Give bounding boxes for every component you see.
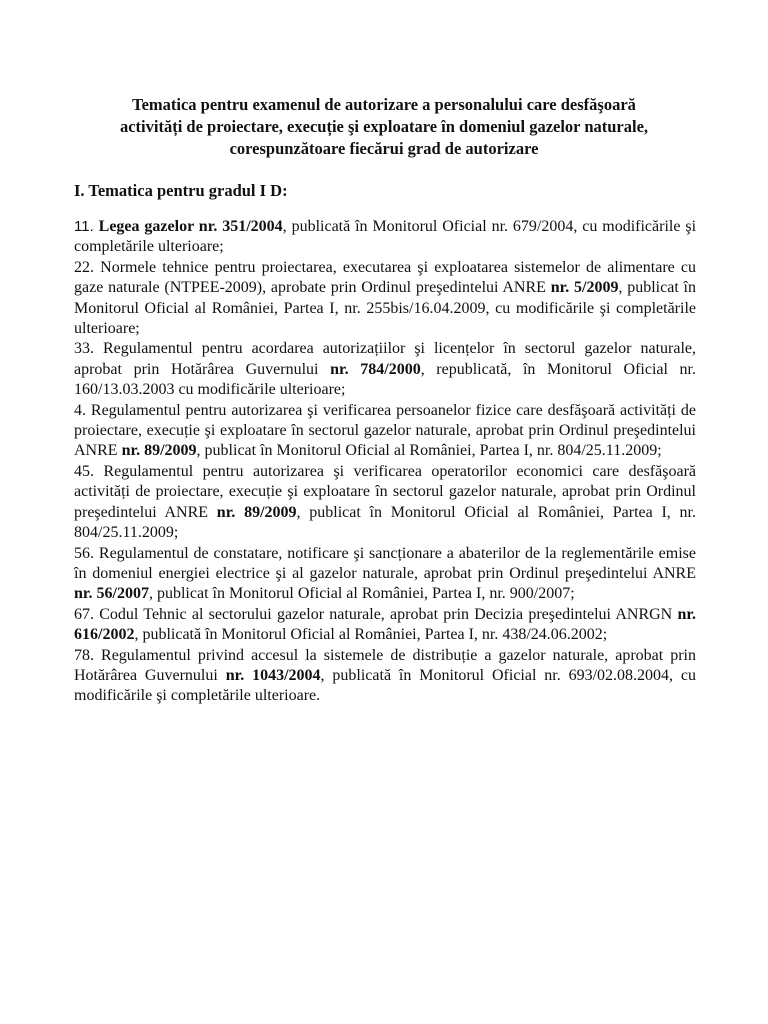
item-text-bold: nr. 1043/2004 xyxy=(225,666,321,684)
section-heading: I. Tematica pentru gradul I D: xyxy=(74,181,288,200)
item-text-post: , publicat în Monitorul Oficial al României, Partea I, nr. 900/2007; xyxy=(148,585,575,603)
list-item xyxy=(74,462,696,544)
item-text-bold: nr. 616/2002 xyxy=(74,605,696,644)
item-text-pre: Regulamentul pentru autorizarea şi verificarea operatorilor economici care desfăşoară activități de proiectare, execuție şi exploatare în sectorul gazelor naturale, aprobat prin Ordinul preşedintelui ANRE xyxy=(74,462,696,521)
item-number: 78. xyxy=(74,646,94,664)
item-text-bold: nr. 5/2009 xyxy=(550,279,619,297)
list-item xyxy=(74,605,696,646)
document-title xyxy=(90,94,678,160)
item-number: 56. xyxy=(74,544,94,562)
item-text-bold: nr. 89/2009 xyxy=(216,503,297,521)
item-text-post: , publicată în Monitorul Oficial al României, Partea I, nr. 438/24.06.2002; xyxy=(134,626,608,644)
item-text-pre: Regulamentul de constatare, notificare şi sancționare a abaterilor de la reglementările emise în domeniul energiei electrice şi al gazelor naturale, aprobat prin Ordinul preşedintelui ANRE xyxy=(74,544,696,582)
item-text-pre: Regulamentul pentru autorizarea şi verificarea persoanelor fizice care desfăşoară activități de proiectare, execuție şi exploatare în sectorul gazelor naturale, aprobat prin Ordinul preşedintelui ANRE xyxy=(74,401,696,460)
item-text-bold: nr. 784/2000 xyxy=(330,360,421,378)
item-text-pre: Normele tehnice pentru proiectarea, executarea şi exploatarea sistemelor de alimentare cu gaze naturale (NTPEE-2009), aprobate prin Ordinul preşedintelui ANRE xyxy=(74,258,696,297)
item-text-post: , publicat în Monitorul Oficial al României, Partea I, nr. 804/25.11.2009; xyxy=(74,503,696,542)
item-list xyxy=(74,217,696,707)
list-item xyxy=(74,544,696,605)
item-text-post: , publicat în Monitorul Oficial al României, Partea I, nr. 804/25.11.2009; xyxy=(196,442,662,460)
item-text-post: , republicată, în Monitorul Oficial nr. 160/13.03.2003 cu modificările ulterioare; xyxy=(74,360,697,399)
item-number: 67. xyxy=(74,605,94,623)
list-item xyxy=(74,217,696,258)
item-number: 22. xyxy=(74,258,94,276)
title-line-1: Tematica pentru examenul de autorizare a personalului care desfăşoară xyxy=(132,95,636,114)
item-text-pre: Regulamentul pentru acordarea autorizațiilor şi licențelor în sectorul gazelor naturale, aprobat prin Hotărârea Guvernului xyxy=(74,340,696,378)
item-text-post: , publicată în Monitorul Oficial nr. 679/2004, cu modificările şi completările ulterioare; xyxy=(74,218,697,256)
item-number: 33. xyxy=(74,340,94,358)
item-text-pre: Regulamentul privind accesul la sistemele de distribuție a gazelor naturale, aprobat prin Hotărârea Guvernului xyxy=(74,646,696,684)
list-item xyxy=(74,339,696,400)
item-number: 45. xyxy=(74,462,94,480)
title-line-3: corespunzătoare fiecărui grad de autorizare xyxy=(229,139,539,158)
list-item xyxy=(74,646,696,707)
item-text-bold: nr. 56/2007 xyxy=(74,585,149,603)
item-number: 4. xyxy=(74,401,86,419)
item-text-bold: Legea gazelor nr. 351/2004 xyxy=(98,218,283,235)
list-item xyxy=(74,258,696,340)
title-line-2: activități de proiectare, execuție şi exploatare în domeniul gazelor naturale, xyxy=(119,117,649,136)
item-text-bold: nr. 89/2009 xyxy=(121,442,197,460)
item-text-pre: Codul Tehnic al sectorului gazelor naturale, aprobat prin Decizia preşedintelui ANRGN xyxy=(94,605,678,623)
list-item xyxy=(74,401,696,462)
item-text-post: , publicată în Monitorul Oficial nr. 693/02.08.2004, cu modificările şi completările ulterioare. xyxy=(74,666,697,705)
item-number: 11. xyxy=(74,218,94,235)
item-text-post: , publicat în Monitorul Oficial al României, Partea I, nr. 255bis/16.04.2009, cu modificările şi completările ulterioare; xyxy=(74,279,696,338)
